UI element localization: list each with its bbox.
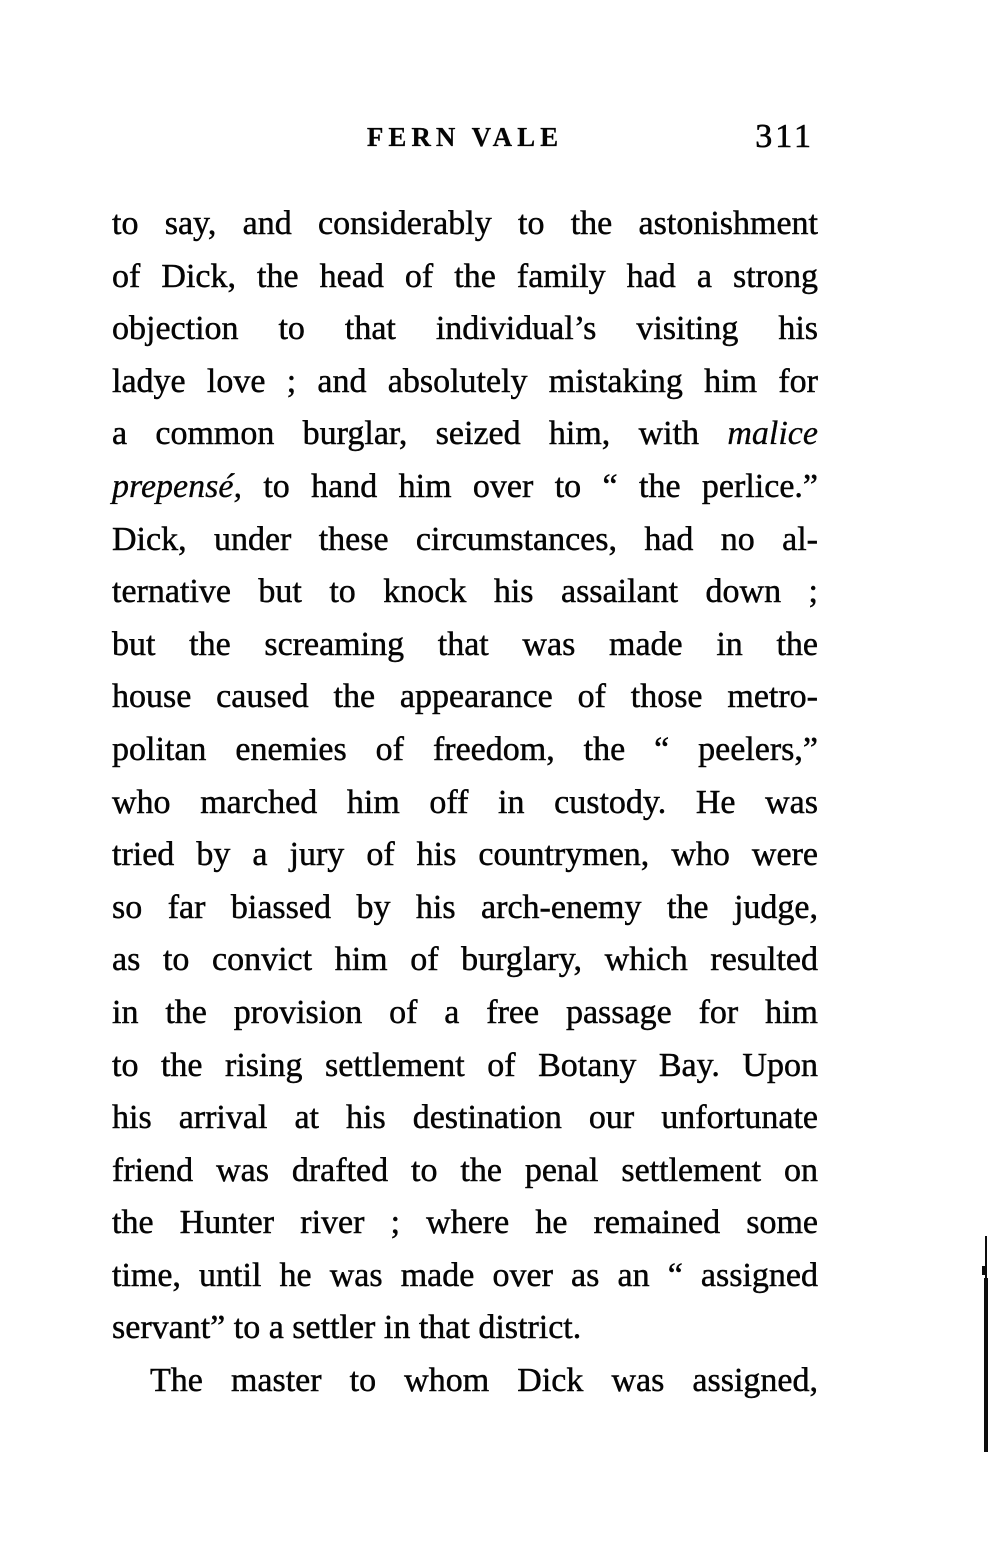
text-segment: a common burglar, seized him, with	[112, 415, 728, 453]
text-segment: friend was drafted to the penal settlement on	[112, 1151, 818, 1189]
text-segment: ternative but to knock his assailant down ;	[112, 573, 818, 611]
text-segment: the Hunter river ; where he remained some	[112, 1204, 818, 1242]
text-segment: in the provision of a free passage for him	[112, 993, 818, 1031]
text-line	[112, 829, 818, 882]
text-segment: tried by a jury of his countrymen, who were	[112, 836, 818, 874]
text-line	[112, 251, 818, 304]
text-segment: to say, and considerably to the astonishment	[112, 205, 818, 242]
text-segment: his arrival at his destination our unfortunate	[112, 1099, 818, 1137]
text-segment: house caused the appearance of those metro-	[112, 678, 818, 716]
text-segment: to hand him over to “ the perlice.”	[241, 467, 818, 505]
text-line	[112, 356, 818, 409]
text-line	[112, 777, 818, 830]
text-segment: objection to that individual’s visiting his	[112, 310, 818, 348]
text-line	[112, 566, 818, 619]
text-line	[112, 1355, 818, 1408]
text-line	[112, 1250, 818, 1303]
text-line	[112, 1302, 818, 1355]
italic-text-segment: malice	[727, 415, 818, 453]
text-line	[112, 934, 818, 987]
text-segment: so far biassed by his arch-enemy the judge,	[112, 888, 818, 926]
text-segment: as to convict him of burglary, which resulted	[112, 941, 818, 979]
text-line	[112, 987, 818, 1040]
scan-artifact-line-bottom	[984, 1278, 988, 1452]
page-body	[112, 198, 818, 1408]
text-segment: servant” to a settler in that district.	[112, 1309, 582, 1347]
text-line	[112, 1040, 818, 1093]
text-line	[112, 514, 818, 567]
text-segment: who marched him off in custody. He was	[112, 783, 818, 821]
text-line	[112, 1145, 818, 1198]
text-line	[112, 1197, 818, 1250]
text-line	[112, 724, 818, 777]
text-segment: time, until he was made over as an “ assigned	[112, 1256, 818, 1294]
text-line	[112, 198, 818, 251]
text-segment: to the rising settlement of Botany Bay. Upon	[112, 1046, 818, 1084]
text-line	[112, 619, 818, 672]
running-head	[112, 118, 818, 162]
scan-artifact-line-notch	[982, 1266, 985, 1275]
text-segment: Dick, under these circumstances, had no al-	[112, 520, 818, 558]
text-segment: The master to whom Dick was assigned,	[150, 1362, 818, 1400]
italic-text-segment: prepensé,	[112, 467, 242, 505]
text-line	[112, 303, 818, 356]
text-segment: but the screaming that was made in the	[112, 625, 818, 663]
text-line	[112, 882, 818, 935]
text-line	[112, 461, 818, 514]
text-line	[112, 408, 818, 461]
text-line	[112, 1092, 818, 1145]
scan-artifact-line-top	[985, 1236, 987, 1278]
text-segment: of Dick, the head of the family had a strong	[112, 257, 818, 295]
text-segment: politan enemies of freedom, the “ peelers,”	[112, 730, 818, 768]
text-line	[112, 671, 818, 724]
text-segment: ladye love ; and absolutely mistaking him for	[112, 362, 818, 400]
page-number: 311	[755, 118, 814, 155]
running-title: FERN VALE	[366, 122, 564, 152]
